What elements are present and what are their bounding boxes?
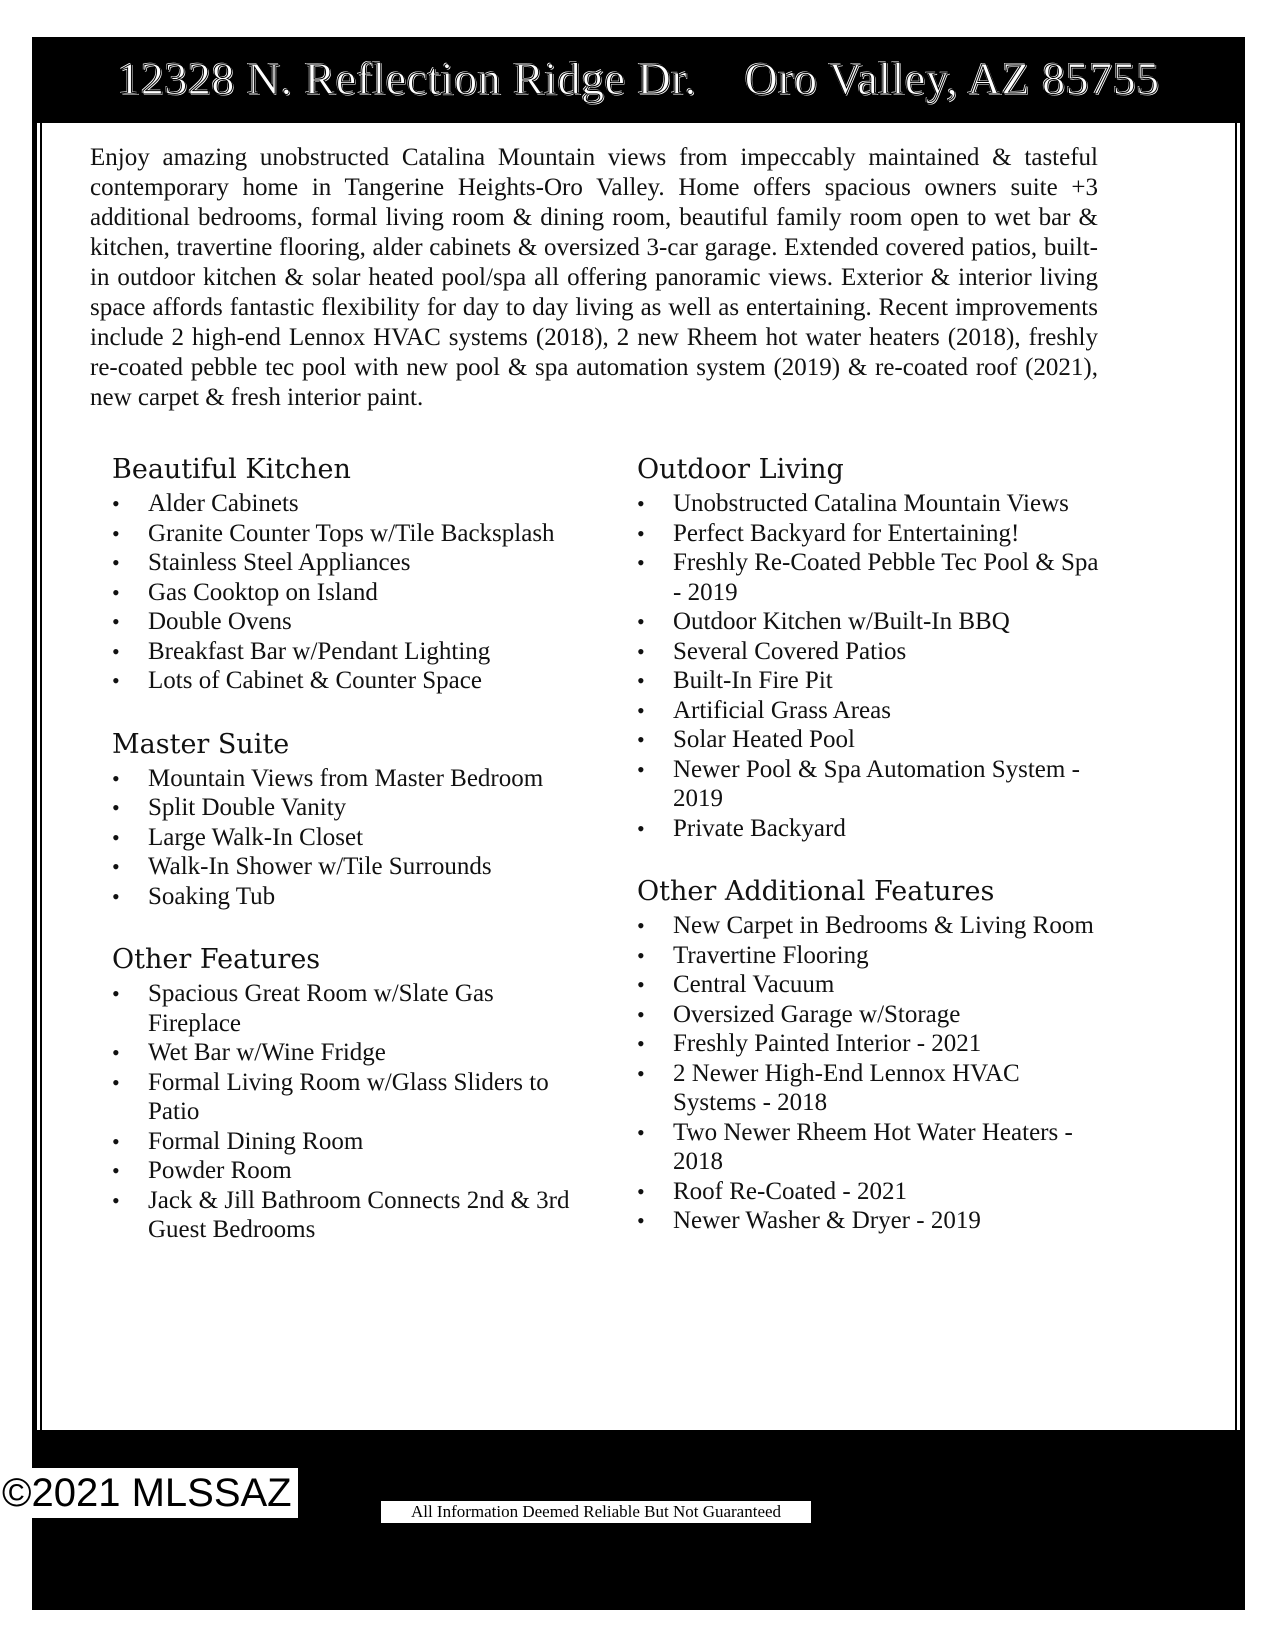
copyright-text: ©2021 MLSSAZ <box>0 1468 298 1518</box>
feature-list <box>637 489 1107 843</box>
list-item: • Several Covered Patios <box>637 637 1107 667</box>
section-title: Other Additional Features <box>637 876 995 907</box>
section-kitchen <box>112 453 582 696</box>
list-item: • Walk-In Shower w/Tile Surrounds <box>112 852 582 882</box>
address-title: 12328 N. Reflection Ridge Dr. Oro Valley, AZ 85755 <box>117 52 1160 104</box>
section-title: Outdoor Living <box>637 454 844 485</box>
disclaimer-text: All Information Deemed Reliable But Not Guaranteed <box>381 1501 811 1523</box>
list-item: • Soaking Tub <box>112 882 582 912</box>
list-item: • Unobstructed Catalina Mountain Views <box>637 489 1107 519</box>
list-item: • Two Newer Rheem Hot Water Heaters - 2018 <box>637 1118 1107 1177</box>
list-item: • Wet Bar w/Wine Fridge <box>112 1038 582 1068</box>
feature-list <box>112 489 582 696</box>
section-additional-features <box>637 875 1107 1236</box>
list-item: • Private Backyard <box>637 814 1107 844</box>
section-master-suite <box>112 728 582 912</box>
list-item: • Granite Counter Tops w/Tile Backsplash <box>112 519 582 549</box>
section-outdoor-living <box>637 453 1107 843</box>
section-title: Beautiful Kitchen <box>112 454 351 485</box>
section-title: Master Suite <box>112 728 290 760</box>
list-item: • Outdoor Kitchen w/Built-In BBQ <box>637 607 1107 637</box>
header-bar <box>32 37 1245 119</box>
list-item: • Artificial Grass Areas <box>637 696 1107 726</box>
list-item: • Large Walk-In Closet <box>112 823 582 853</box>
list-item: • Jack & Jill Bathroom Connects 2nd & 3rd Guest Bedrooms <box>112 1186 582 1245</box>
list-item: • Solar Heated Pool <box>637 725 1107 755</box>
list-item: • Alder Cabinets <box>112 489 582 519</box>
list-item: • Newer Washer & Dryer - 2019 <box>637 1206 1107 1236</box>
list-item: • Lots of Cabinet & Counter Space <box>112 666 582 696</box>
list-item: • Freshly Re-Coated Pebble Tec Pool & Spa - 2019 <box>637 548 1107 607</box>
list-item: • 2 Newer High-End Lennox HVAC Systems - 2018 <box>637 1059 1107 1118</box>
left-column <box>112 453 582 1277</box>
list-item: • Newer Pool & Spa Automation System - 2019 <box>637 755 1107 814</box>
list-item: • Freshly Painted Interior - 2021 <box>637 1029 1107 1059</box>
list-item: • Central Vacuum <box>637 970 1107 1000</box>
list-item: • Travertine Flooring <box>637 941 1107 971</box>
list-item: • Formal Living Room w/Glass Sliders to Patio <box>112 1068 582 1127</box>
list-item: • Double Ovens <box>112 607 582 637</box>
list-item: • Powder Room <box>112 1156 582 1186</box>
list-item: • Mountain Views from Master Bedroom <box>112 764 582 794</box>
list-item: • Gas Cooktop on Island <box>112 578 582 608</box>
section-other-features <box>112 943 582 1245</box>
list-item: • Split Double Vanity <box>112 793 582 823</box>
feature-list <box>637 911 1107 1236</box>
list-item: • Oversized Garage w/Storage <box>637 1000 1107 1030</box>
feature-list <box>112 979 582 1245</box>
list-item: • Built-In Fire Pit <box>637 666 1107 696</box>
section-title: Other Features <box>112 944 321 975</box>
intro-paragraph: Enjoy amazing unobstructed Catalina Mountain views from impeccably maintained & tasteful contemporary home in Tangerine Heights-Oro Valley. Home offers spacious owners suite +3 additional bedrooms, formal living room & dining room, beautiful family room open to wet bar & kitchen, travertine flooring, alder cabinets & oversized 3-car garage. Extended covered patios, built-in outdoor kitchen & solar heated pool/spa all offering panoramic views. Exterior & interior living space affords fantastic flexibility for day to day living as well as entertaining. Recent improvements include 2 high-end Lennox HVAC systems (2018), 2 new Rheem hot water heaters (2018), freshly re-coated pebble tec pool with new pool & spa automation system (2019) & re-coated roof (2021), new carpet & fresh interior paint. <box>90 144 1098 411</box>
list-item: • Formal Dining Room <box>112 1127 582 1157</box>
list-item: • New Carpet in Bedrooms & Living Room <box>637 911 1107 941</box>
right-column <box>637 453 1107 1268</box>
list-item: • Perfect Backyard for Entertaining! <box>637 519 1107 549</box>
feature-list <box>112 764 582 912</box>
list-item: • Spacious Great Room w/Slate Gas Fireplace <box>112 979 582 1038</box>
list-item: • Roof Re-Coated - 2021 <box>637 1177 1107 1207</box>
list-item: • Breakfast Bar w/Pendant Lighting <box>112 637 582 667</box>
list-item: • Stainless Steel Appliances <box>112 548 582 578</box>
